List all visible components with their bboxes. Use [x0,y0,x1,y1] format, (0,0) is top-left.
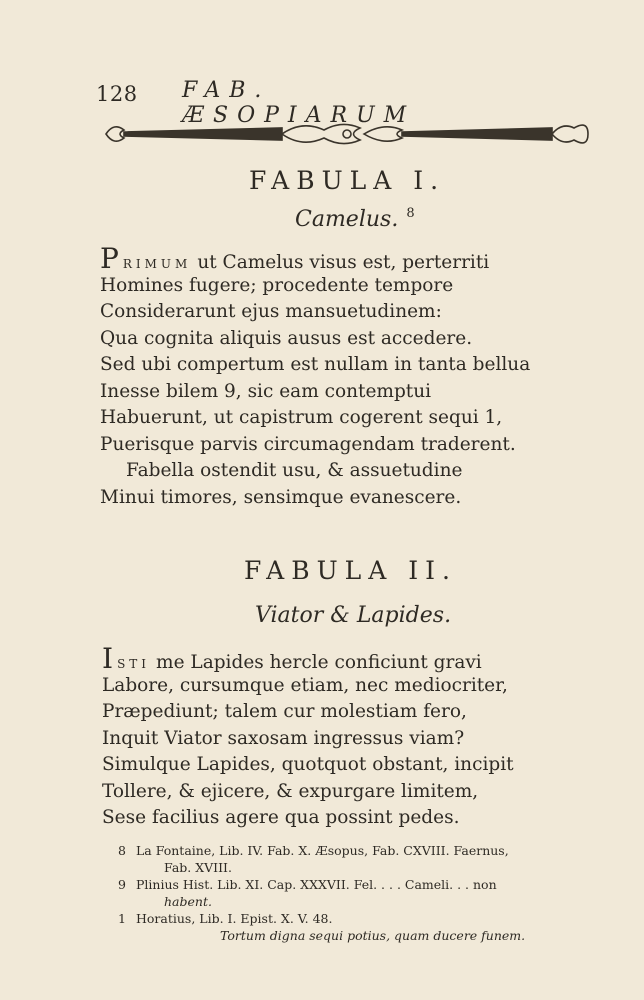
footnote-number: 9 [118,877,126,892]
small-caps-word: STI [117,657,151,671]
verse-line: Qua cognita aliquis ausus est accedere. [100,327,473,349]
footnote-line: Plinius Hist. Lib. XI. Cap. XXXVII. Fel. . . . Cameli. . . non [136,877,497,892]
verse-line [102,642,514,675]
footnote [118,842,618,876]
footnote-line: Horatius, Lib. I. Epist. X. V. 48. [136,911,333,926]
fable-1-subtitle [295,207,415,232]
fable-2-subtitle: Viator & Lapides. [255,603,452,628]
verse-line: Habuerunt, ut capistrum cogerent sequi 1, [100,407,503,428]
footnote-mark: 8 [406,206,415,221]
fable-2-verse [102,642,514,832]
footnote-number: 8 [118,843,126,858]
drop-cap: I [102,642,114,675]
footnote-line: habent. [164,894,212,909]
fable-1-title: FABULA I. [249,166,446,195]
verse-line: Homines fugere; procedente tempore [100,274,454,296]
page-header [96,78,516,128]
verse-text: ut Camelus visus est, perterriti [197,252,490,273]
verse-text: me Lapides hercle conficiunt gravi [156,652,482,673]
footnote [118,910,618,944]
fable-1-verse [100,242,531,511]
verse-line: Inquit Viator saxosam ingressus viam? [102,727,465,749]
verse-line: Labore, cursumque etiam, nec mediocriter, [102,674,508,696]
running-head: FAB. ÆSOPIARUM [182,78,416,128]
page-number: 128 [96,82,138,106]
footnote-number: 1 [118,911,126,926]
fable-1-subtitle-text: Camelus. [295,207,399,232]
verse-line: Sed ubi compertum est nullam in tanta bellua [100,354,531,375]
verse-line: Puerisque parvis circumagendam traderent. [100,433,516,455]
verse-line [100,242,530,275]
fable-2-title: FABULA II. [244,556,457,585]
verse-line: Præpediunt; talem cur molestiam fero, [102,701,467,722]
verse-line: Sese facilius agere qua possint pedes. [102,807,460,828]
verse-line: Minui timores, sensimque evanescere. [100,486,462,508]
footnote-line: La Fontaine, Lib. IV. Fab. X. Æsopus, Fab. CXVIII. Faernus, [136,843,509,858]
footnote-line: Tortum digna sequi potius, quam ducere funem. [220,928,526,943]
ornament-rule-icon [102,116,592,152]
verse-line: Fabella ostendit usu, & assuetudine [126,460,463,481]
footnote-line: Fab. XVIII. [164,860,232,875]
drop-cap: P [100,242,119,275]
footnotes [118,842,618,944]
verse-line: Inesse bilem 9, sic eam contemptui [100,380,432,402]
footnote [118,876,618,910]
small-caps-word: RIMUM [122,257,192,271]
verse-line: Tollere, & ejicere, & expurgare limitem, [102,780,479,802]
verse-line: Simulque Lapides, quotquot obstant, incipit [102,754,514,775]
verse-line: Considerarunt ejus mansuetudinem: [100,301,442,322]
